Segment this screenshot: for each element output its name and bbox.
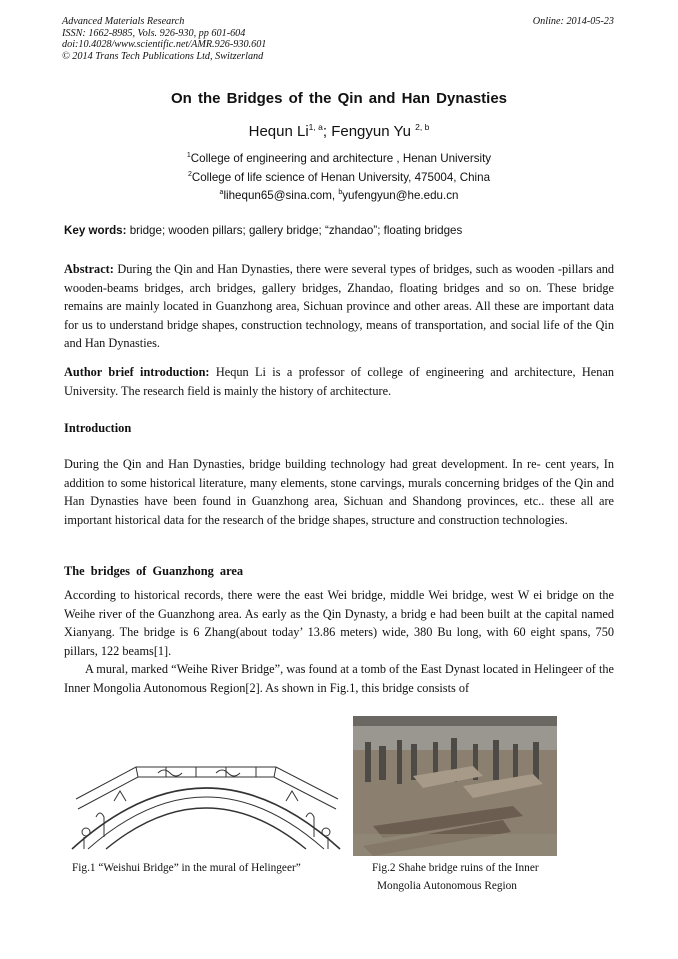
fig2-caption-line-2: Mongolia Autonomous Region xyxy=(377,880,517,892)
author-intro xyxy=(64,363,614,400)
affiliation-2 xyxy=(0,171,678,184)
email-b: yufengyun@he.edu.cn xyxy=(342,189,459,202)
fig2-caption-line-1: Fig.2 Shahe bridge ruins of the Inner xyxy=(372,862,539,874)
author-2: Fengyun Yu xyxy=(331,123,416,140)
abstract-text: During the Qin and Han Dynasties, there were several types of bridges, such as wooden -pillars and wooden-beams bridges, arch bridges, gallery bridges, Zhandao, floating bridges and so on. These bridge remains are mainly located in Guanzhong area, Sichuan province and other areas. All these are important data for us to understand bridge shapes, construction technology, means of transportation, and social life of the Qin and Han Dynasties. xyxy=(64,262,614,351)
author-separator: ; xyxy=(322,123,332,140)
guanzhong-paragraph-1: According to historical records, there were the east Wei bridge, middle Wei bridge, west W ei bridge on the Weihe river of the Guanzhong area. As early as the Qin Dynasty, a bridg e had been built at the capital named Xianyang. The bridge is 6 Zhang(about today’ 13.86 meters) wide, 380 Bu long, with 60 eight spans, 750 pillars, 122 beams[1]. xyxy=(64,588,614,658)
author-1-affil: 1, a xyxy=(308,122,323,132)
author-line xyxy=(0,122,678,140)
introduction-heading: Introduction xyxy=(64,421,132,435)
journal-name: Advanced Materials Research xyxy=(62,16,185,27)
journal-doi: doi:10.4028/www.scientific.net/AMR.926-930.601 xyxy=(62,39,267,51)
email-line xyxy=(0,189,678,202)
keywords-text: bridge; wooden pillars; gallery bridge; “zhandao”; floating bridges xyxy=(126,224,463,237)
affiliation-1 xyxy=(0,152,678,165)
keywords xyxy=(64,224,624,237)
guanzhong-paragraph-2: A mural, marked “Weihe River Bridge”, was found at a tomb of the East Dynast located in Helingeer of the Inner Mongolia Autonomous Region[2]. As shown in Fig.1, this bridge consists of xyxy=(64,662,614,695)
email-a-mark: a xyxy=(219,189,224,197)
journal-issn: ISSN: 1662-8985, Vols. 926-930, pp 601-604 xyxy=(62,27,246,39)
author-1: Hequn Li xyxy=(248,123,309,140)
abstract-label: Abstract: xyxy=(64,262,114,276)
fig1-mural-bridge-drawing xyxy=(66,737,348,855)
guanzhong-heading: The bridges of Guanzhong area xyxy=(64,564,244,578)
fig1-caption: Fig.1 “Weishui Bridge” in the mural of Helingeer” xyxy=(72,862,301,874)
affiliation-1-text: College of engineering and architecture , Henan University xyxy=(190,152,492,165)
abstract xyxy=(64,260,614,353)
keywords-label: Key words: xyxy=(64,224,127,237)
paper-title: On the Bridges of the Qin and Han Dynasties xyxy=(170,90,508,107)
online-date: Online: 2014-05-23 xyxy=(532,16,614,27)
author-intro-text: Hequn Li is a professor of college of engineering and architecture, Henan University. The research field is mainly the history of architecture. xyxy=(64,365,614,398)
introduction-paragraph: During the Qin and Han Dynasties, bridge building technology had great development. In re- cent years, In addition to some historical literature, many elements, stone carvings, murals concerning bridges of the Qin and Han Dynasties have been found in Guanzhong area, Sichuan and Shandong provinces, etc.. these all are important historical data for the research of the bridge shapes, structure and construction technologies. xyxy=(64,457,614,527)
email-a: lihequn65@sina.com, xyxy=(223,189,339,202)
author-intro-label: Author brief introduction: xyxy=(64,365,210,379)
journal-copyright: © 2014 Trans Tech Publications Ltd, Switzerland xyxy=(62,50,264,62)
affiliation-1-mark: 1 xyxy=(186,152,191,160)
email-b-mark: b xyxy=(338,189,343,197)
journal-header xyxy=(62,16,266,62)
author-2-affil: 2, b xyxy=(415,122,430,132)
affiliation-2-text: College of life science of Henan University, 475004, China xyxy=(191,171,491,184)
fig2-bridge-ruins-photo xyxy=(353,716,557,856)
affiliation-2-mark: 2 xyxy=(187,171,192,179)
